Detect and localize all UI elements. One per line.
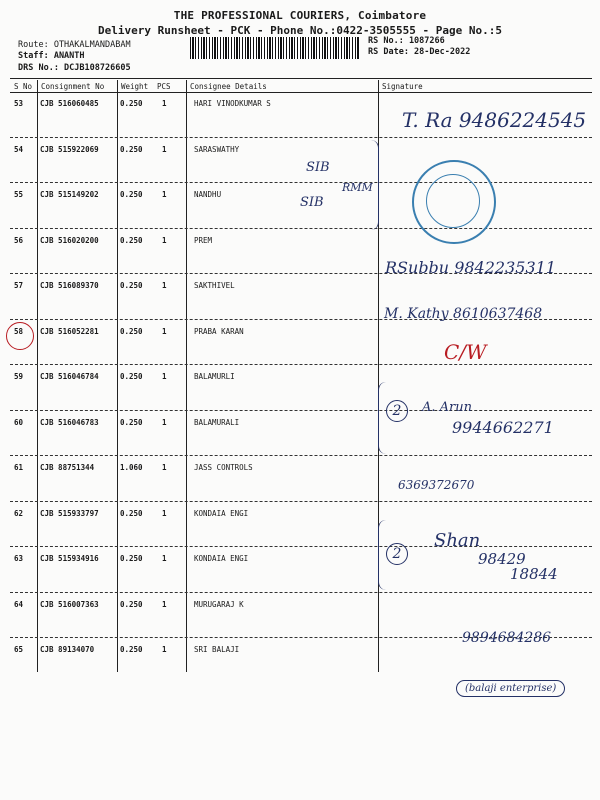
col-header-weight: Weight [121, 82, 149, 91]
handwritten-signature: RSubbu 9842235311 [385, 258, 556, 277]
row-separator [10, 455, 592, 456]
row-consignment-no: CJB 516060485 [40, 99, 99, 108]
row-pcs: 1 [162, 190, 167, 199]
handwritten-signature: T. Ra 9486224545 [402, 108, 587, 132]
row-consignee: JASS CONTROLS [194, 463, 253, 472]
column-divider [37, 80, 38, 672]
col-header-pcs: PCS [157, 82, 171, 91]
row-consignment-no: CJB 516007363 [40, 599, 99, 609]
row-sno: 63 [14, 554, 24, 563]
red-circle-mark [6, 322, 34, 350]
row-pcs: 1 [162, 554, 167, 563]
handwritten-brace [378, 382, 387, 454]
row-consignee: PRABA KARAN [194, 326, 244, 336]
column-divider [117, 80, 118, 672]
row-sno: 55 [14, 190, 24, 199]
row-weight: 0.250 [120, 326, 143, 336]
row-weight: 0.250 [120, 372, 143, 381]
row-consignee: MURUGARAJ K [194, 599, 244, 609]
row-weight: 0.250 [120, 144, 143, 154]
row-weight: 0.250 [120, 281, 143, 290]
row-pcs: 1 [162, 235, 167, 245]
col-header-consignee: Consignee Details [190, 82, 267, 91]
col-header-consignment: Consignment No [41, 82, 105, 91]
bank-stamp [412, 160, 496, 244]
row-consignee: KONDAIA ENGI [194, 508, 249, 518]
document-subtitle: Delivery Runsheet - PCK - Phone No.:0422-3505555 - Page No.:5 [98, 24, 502, 37]
col-header-sno: S No [14, 82, 33, 91]
handwritten-brace [378, 520, 387, 590]
row-weight: 0.250 [120, 417, 143, 427]
row-pcs: 1 [162, 645, 167, 654]
row-sno: 53 [14, 99, 24, 108]
row-pcs: 1 [162, 326, 167, 336]
handwritten-cw-note: C/W [444, 340, 487, 364]
row-separator [10, 228, 592, 229]
row-weight: 0.250 [120, 235, 143, 245]
row-separator [10, 592, 592, 593]
row-consignment-no: CJB 515922069 [40, 144, 99, 154]
row-consignment-no: CJB 516046784 [40, 372, 99, 381]
row-weight: 0.250 [120, 190, 143, 199]
row-sno: 62 [14, 508, 24, 518]
bank-stamp-inner-ring [426, 174, 480, 228]
row-consignee: KONDAIA ENGI [194, 554, 249, 563]
row-sno: 54 [14, 144, 24, 154]
row-pcs: 1 [162, 463, 167, 472]
row-sno: 60 [14, 417, 24, 427]
row-separator [10, 137, 592, 138]
row-weight: 0.250 [120, 554, 143, 563]
handwritten-phone: 98429 [478, 550, 526, 568]
row-separator [10, 410, 592, 411]
row-pcs: 1 [162, 599, 167, 609]
row-sno: 65 [14, 645, 24, 654]
handwritten-phone: 18844 [510, 565, 558, 583]
handwritten-note: SIB [300, 195, 324, 210]
row-consignment-no: CJB 89134070 [40, 645, 95, 654]
route-label: Route: OTHAKALMANDABAM [18, 40, 131, 50]
staff-label: Staff: ANANTH [18, 51, 85, 61]
handwritten-signature: A. Arun [422, 400, 473, 415]
handwritten-note: RMM [342, 181, 373, 194]
handwritten-signature: M. Kathy 8610637468 [384, 306, 543, 322]
row-separator [10, 501, 592, 502]
row-consignment-no: CJB 515149202 [40, 190, 99, 199]
row-consignee: BALAMURALI [194, 417, 240, 427]
row-sno: 57 [14, 281, 24, 290]
handwritten-phone: 9944662271 [452, 418, 554, 437]
row-weight: 1.060 [120, 463, 143, 472]
row-pcs: 1 [162, 372, 167, 381]
handwritten-phone: 9894684286 [462, 630, 552, 646]
row-consignee: PREM [194, 235, 213, 245]
row-consignment-no: CJB 515934916 [40, 554, 99, 563]
row-pcs: 1 [162, 417, 167, 427]
row-pcs: 1 [162, 281, 167, 290]
handwritten-circle-count: 2 [386, 400, 408, 422]
row-sno: 58 [14, 326, 24, 336]
column-divider [186, 80, 187, 672]
col-header-signature: Signature [382, 82, 423, 91]
row-weight: 0.250 [120, 99, 143, 108]
row-weight: 0.250 [120, 645, 143, 654]
document-title: THE PROFESSIONAL COURIERS, Coimbatore [173, 9, 427, 22]
row-sno: 61 [14, 463, 24, 472]
rs-number: RS No.: 1087266 [368, 36, 445, 46]
row-consignment-no: CJB 516046783 [40, 417, 99, 427]
row-consignment-no: CJB 88751344 [40, 463, 95, 472]
rs-date: RS Date: 28-Dec-2022 [368, 47, 471, 57]
handwritten-phone: 6369372670 [398, 478, 475, 492]
row-consignee: SARASWATHY [194, 144, 240, 154]
row-separator [10, 182, 592, 183]
row-consignee: BALAMURLI [194, 372, 235, 381]
row-sno: 56 [14, 235, 24, 245]
row-consignee: NANDHU [194, 190, 222, 199]
handwritten-note: SIB [306, 160, 330, 175]
handwritten-signature: Shan [434, 530, 481, 551]
barcode [190, 37, 360, 59]
row-pcs: 1 [162, 99, 167, 108]
row-consignment-no: CJB 516089370 [40, 281, 99, 290]
row-sno: 59 [14, 372, 24, 381]
drs-number: DRS No.: DCJB108726605 [18, 63, 131, 73]
row-consignment-no: CJB 516052281 [40, 326, 99, 336]
row-pcs: 1 [162, 508, 167, 518]
row-separator [10, 546, 592, 547]
row-sno: 64 [14, 599, 24, 609]
row-consignee: SAKTHIVEL [194, 281, 235, 290]
row-consignment-no: CJB 516020200 [40, 235, 99, 245]
row-separator [10, 364, 592, 365]
row-consignee: SRI BALAJI [194, 645, 240, 654]
table-top-rule [10, 78, 592, 79]
row-weight: 0.250 [120, 508, 143, 518]
handwritten-brace [370, 140, 379, 230]
header-bottom-rule [10, 92, 592, 93]
row-weight: 0.250 [120, 599, 143, 609]
row-consignee: HARI VINODKUMAR S [194, 99, 271, 108]
row-consignment-no: CJB 515933797 [40, 508, 99, 518]
row-pcs: 1 [162, 144, 167, 154]
handwritten-circle-count: 2 [386, 543, 408, 565]
handwritten-note: (balaji enterprise) [456, 680, 565, 697]
